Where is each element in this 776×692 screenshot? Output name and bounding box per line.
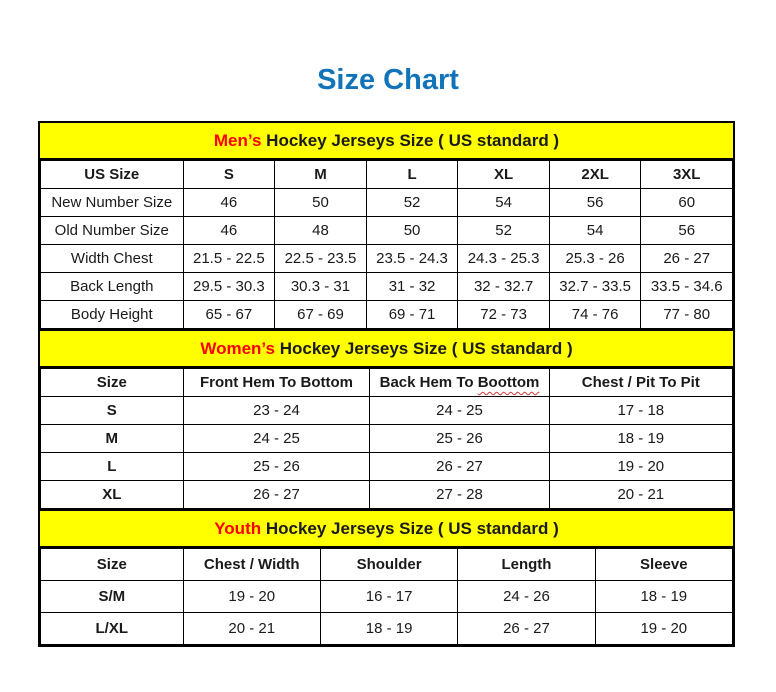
header-cell: Shoulder — [320, 549, 457, 581]
table-row — [41, 189, 733, 217]
value-cell: 27 - 28 — [370, 481, 549, 509]
value-cell: 50 — [366, 217, 458, 245]
page-title: Size Chart — [317, 64, 459, 96]
value-cell: 17 - 18 — [549, 397, 732, 425]
banner-text: Hockey Jerseys Size ( US standard ) — [266, 131, 560, 150]
value-cell: 24 - 25 — [370, 397, 549, 425]
row-label-cell: S/M — [41, 581, 184, 613]
value-cell: 69 - 71 — [366, 301, 458, 329]
table-row — [41, 217, 733, 245]
header-cell: Front Hem To Bottom — [183, 369, 370, 397]
table-row — [41, 613, 733, 645]
table-row — [41, 425, 733, 453]
value-cell: 19 - 20 — [183, 581, 320, 613]
value-cell: 24 - 25 — [183, 425, 370, 453]
value-cell: 32.7 - 33.5 — [549, 273, 641, 301]
youth-section-banner — [40, 509, 733, 548]
value-cell: 24 - 26 — [458, 581, 595, 613]
value-cell: 65 - 67 — [183, 301, 275, 329]
value-cell: 26 - 27 — [370, 453, 549, 481]
header-cell — [370, 369, 549, 397]
size-chart — [38, 121, 735, 647]
row-label-cell: Old Number Size — [41, 217, 184, 245]
womens-size-table — [40, 368, 733, 509]
value-cell: 20 - 21 — [183, 613, 320, 645]
row-label-cell: XL — [41, 481, 184, 509]
value-cell: 33.5 - 34.6 — [641, 273, 733, 301]
value-cell: 23 - 24 — [183, 397, 370, 425]
value-cell: 46 — [183, 189, 275, 217]
header-cell: Chest / Width — [183, 549, 320, 581]
value-cell: 74 - 76 — [549, 301, 641, 329]
value-cell: 52 — [458, 217, 550, 245]
header-row — [41, 549, 733, 581]
youth-section — [40, 509, 733, 645]
value-cell: 26 - 27 — [641, 245, 733, 273]
value-cell: 25 - 26 — [183, 453, 370, 481]
banner-text: Hockey Jerseys Size ( US standard ) — [265, 519, 559, 538]
mens-section — [40, 123, 733, 329]
value-cell: 20 - 21 — [549, 481, 732, 509]
mens-section-banner — [40, 123, 733, 160]
table-row — [41, 273, 733, 301]
womens-section — [40, 329, 733, 509]
value-cell: 18 - 19 — [549, 425, 732, 453]
value-cell: 50 — [275, 189, 367, 217]
header-cell: 2XL — [549, 161, 641, 189]
value-cell: 30.3 - 31 — [275, 273, 367, 301]
value-cell: 77 - 80 — [641, 301, 733, 329]
header-cell: US Size — [41, 161, 184, 189]
value-cell: 23.5 - 24.3 — [366, 245, 458, 273]
value-cell: 18 - 19 — [320, 613, 457, 645]
value-cell: 21.5 - 22.5 — [183, 245, 275, 273]
header-cell: Size — [41, 549, 184, 581]
value-cell: 56 — [641, 217, 733, 245]
header-cell: 3XL — [641, 161, 733, 189]
value-cell: 24.3 - 25.3 — [458, 245, 550, 273]
table-row — [41, 453, 733, 481]
row-label-cell: Width Chest — [41, 245, 184, 273]
value-cell: 19 - 20 — [549, 453, 732, 481]
value-cell: 22.5 - 23.5 — [275, 245, 367, 273]
row-label-cell: M — [41, 425, 184, 453]
value-cell: 19 - 20 — [595, 613, 732, 645]
value-cell: 16 - 17 — [320, 581, 457, 613]
value-cell: 29.5 - 30.3 — [183, 273, 275, 301]
value-cell: 60 — [641, 189, 733, 217]
value-cell: 26 - 27 — [183, 481, 370, 509]
value-cell: 46 — [183, 217, 275, 245]
banner-highlight: Women’s — [200, 339, 275, 358]
value-cell: 32 - 32.7 — [458, 273, 550, 301]
row-label-cell: L — [41, 453, 184, 481]
value-cell: 67 - 69 — [275, 301, 367, 329]
value-cell: 54 — [458, 189, 550, 217]
table-row — [41, 481, 733, 509]
header-cell: Length — [458, 549, 595, 581]
header-cell-text: Back Hem To — [379, 374, 478, 391]
banner-highlight: Youth — [214, 519, 262, 538]
banner-highlight: Men’s — [213, 131, 262, 150]
row-label-cell: S — [41, 397, 184, 425]
value-cell: 25 - 26 — [370, 425, 549, 453]
value-cell: 26 - 27 — [458, 613, 595, 645]
table-row — [41, 301, 733, 329]
value-cell: 31 - 32 — [366, 273, 458, 301]
youth-size-table — [40, 548, 733, 645]
mens-size-table — [40, 160, 733, 329]
womens-section-banner — [40, 329, 733, 368]
table-row — [41, 397, 733, 425]
value-cell: 25.3 - 26 — [549, 245, 641, 273]
row-label-cell: Back Length — [41, 273, 184, 301]
header-cell: Chest / Pit To Pit — [549, 369, 732, 397]
row-label-cell: Body Height — [41, 301, 184, 329]
header-cell: Size — [41, 369, 184, 397]
header-cell: L — [366, 161, 458, 189]
value-cell: 56 — [549, 189, 641, 217]
value-cell: 72 - 73 — [458, 301, 550, 329]
header-row — [41, 161, 733, 189]
table-row — [41, 581, 733, 613]
table-row — [41, 245, 733, 273]
value-cell: 52 — [366, 189, 458, 217]
value-cell: 54 — [549, 217, 641, 245]
row-label-cell: L/XL — [41, 613, 184, 645]
header-row — [41, 369, 733, 397]
header-cell: S — [183, 161, 275, 189]
header-cell-misspelled-word: Boottom — [477, 374, 540, 391]
value-cell: 48 — [275, 217, 367, 245]
header-cell: M — [275, 161, 367, 189]
header-cell: Sleeve — [595, 549, 732, 581]
row-label-cell: New Number Size — [41, 189, 184, 217]
banner-text: Hockey Jerseys Size ( US standard ) — [279, 339, 573, 358]
header-cell: XL — [458, 161, 550, 189]
value-cell: 18 - 19 — [595, 581, 732, 613]
